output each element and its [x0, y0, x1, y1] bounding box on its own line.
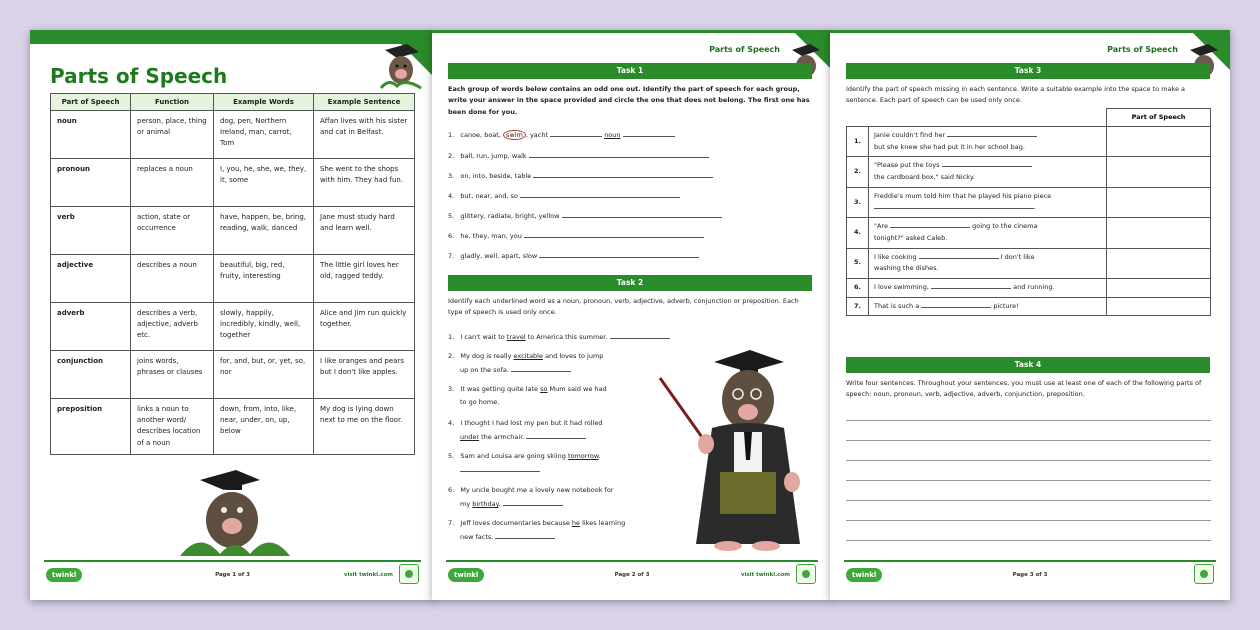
- task2-item: [448, 519, 625, 527]
- answer-blank[interactable]: [529, 151, 709, 158]
- item-text: likes learning: [580, 519, 626, 527]
- header-title: Parts of Speech: [1107, 45, 1178, 54]
- sentence-text: .: [1034, 203, 1037, 212]
- item-text: gladly, well, apart, slow: [460, 252, 538, 260]
- table-row: [51, 111, 415, 159]
- answer-blank[interactable]: [495, 532, 555, 539]
- row-number: 1.: [847, 127, 869, 157]
- item-number: 6.: [448, 232, 455, 240]
- example-answer: noun: [604, 131, 621, 139]
- task2-item: [448, 352, 603, 360]
- table-row: [847, 127, 1211, 157]
- table-row: [51, 303, 415, 351]
- item-text: the armchair.: [479, 433, 525, 441]
- task4-instructions: Write four sentences. Throughout your sentences, you must use at least one of each of the following parts of speech: noun, pronoun, verb, adjective, adverb, conjunction, preposition.: [846, 379, 1202, 399]
- table-cell: joins words, phrases or clauses: [131, 351, 214, 399]
- sentence-text: the cardboard box," said Nicky.: [874, 173, 975, 182]
- item-text: on, into, beside, table: [460, 172, 532, 180]
- table-cell: describes a verb, adjective, adverb etc.: [131, 303, 214, 351]
- top-bar: [830, 30, 1230, 33]
- item-number: 4.: [448, 419, 455, 427]
- item-number: 3.: [448, 172, 455, 180]
- column-header: Example Words: [214, 94, 314, 111]
- item-number: 1.: [448, 131, 455, 139]
- page-footer: [446, 560, 818, 586]
- task2-heading: Task 2: [448, 275, 812, 291]
- answer-blank[interactable]: [919, 252, 999, 259]
- table-row: [51, 399, 415, 455]
- sentence-text: and running.: [1013, 282, 1055, 291]
- answer-blank[interactable]: [460, 465, 540, 472]
- table-cell: person, place, thing or animal: [131, 111, 214, 159]
- answer-blank[interactable]: [623, 130, 675, 137]
- item-text: glittery, radiate, bright, yellow: [460, 212, 560, 220]
- table-cell: pronoun: [51, 159, 131, 207]
- item-number: 2.: [448, 152, 455, 160]
- task2-item-line2: [460, 432, 586, 441]
- answer-blank[interactable]: [947, 130, 1037, 137]
- task4-heading: Task 4: [846, 357, 1210, 373]
- item-text: canoe, boat,: [460, 131, 503, 139]
- page-footer: [44, 560, 421, 586]
- task1-item: [448, 151, 709, 160]
- page-number: Page 1 of 3: [215, 572, 250, 578]
- answer-blank[interactable]: [524, 231, 704, 238]
- twinkl-logo: twinkl: [448, 568, 484, 582]
- item-text: Mum said we had: [547, 385, 607, 393]
- item-text: ball, run, jump, walk: [460, 152, 527, 160]
- table-row: [847, 278, 1211, 297]
- part-of-speech-answer[interactable]: [1107, 297, 1211, 316]
- table-cell: adjective: [51, 255, 131, 303]
- task1-instructions: Each group of words below contains an odd one out. Identify the part of speech for each group, write your answer in the space provided and circle the one that does not belong. The first one has been done for you.: [448, 85, 810, 116]
- visit-link: visit twinkl.com: [740, 572, 790, 578]
- sentence-text: I don't like: [1000, 252, 1035, 261]
- item-number: 5.: [448, 452, 455, 460]
- table-cell: replaces a noun: [131, 159, 214, 207]
- item-text: to America this summer.: [525, 333, 608, 341]
- twinkl-logo: twinkl: [46, 568, 82, 582]
- part-of-speech-answer[interactable]: [1107, 157, 1211, 187]
- task1-item: [448, 251, 699, 260]
- answer-blank[interactable]: [890, 221, 970, 228]
- table-cell: Alice and Jim run quickly together.: [314, 303, 415, 351]
- answer-blank[interactable]: [562, 211, 722, 218]
- underlined-word: so: [540, 385, 548, 393]
- task2-item: [448, 486, 613, 494]
- task1-item: [448, 130, 675, 139]
- answer-blank[interactable]: [526, 432, 586, 439]
- part-of-speech-answer[interactable]: [1107, 218, 1211, 248]
- table-cell: for, and, but, or, yet, so, nor: [214, 351, 314, 399]
- task3-table: [846, 126, 1211, 316]
- quality-badge-icon: [796, 564, 816, 584]
- sentence-text: but she knew she had put it in her school bag.: [874, 142, 1025, 151]
- item-number: 7.: [448, 252, 455, 260]
- table-row: [51, 255, 415, 303]
- writing-line[interactable]: [846, 540, 1211, 541]
- task2-item: [448, 385, 607, 393]
- task2-item: [448, 452, 601, 460]
- table-cell: I, you, he, she, we, they, it, some: [214, 159, 314, 207]
- worksheet-page-1: [30, 30, 435, 600]
- table-row: [847, 218, 1211, 248]
- sentence-text: picture!: [993, 301, 1019, 310]
- item-text: and loves to jump: [543, 352, 604, 360]
- part-of-speech-column-header: Part of Speech: [1106, 108, 1211, 126]
- task2-instructions: [448, 296, 812, 319]
- answer-blank[interactable]: [550, 130, 602, 137]
- item-text: , yacht: [525, 131, 549, 139]
- item-number: 2.: [448, 352, 455, 360]
- table-cell: verb: [51, 207, 131, 255]
- sentence-cell: [869, 218, 1107, 248]
- table-header-row: [51, 94, 415, 111]
- answer-blank[interactable]: [874, 202, 1037, 212]
- task2-item-line2: [460, 499, 563, 508]
- task2-instructions-text: Identify each underlined word as a noun, pronoun, verb, adjective, adverb, conjunction or preposition. Each type of speech is used only once.: [448, 297, 799, 317]
- table-row: [847, 248, 1211, 278]
- page-number: Page 2 of 3: [614, 572, 650, 578]
- sentence-cell: [869, 278, 1107, 297]
- task1-item: [448, 231, 704, 240]
- part-of-speech-answer[interactable]: [1107, 278, 1211, 297]
- part-of-speech-answer[interactable]: [1107, 187, 1211, 217]
- task3-heading: Task 3: [846, 63, 1210, 79]
- answer-blank[interactable]: [511, 365, 571, 372]
- mole-illustration-icon: [180, 470, 290, 560]
- part-of-speech-answer[interactable]: [1107, 248, 1211, 278]
- sentence-cell: [869, 157, 1107, 187]
- table-row: [51, 351, 415, 399]
- item-text: My dog is really: [460, 352, 514, 360]
- task2-item: [448, 332, 670, 341]
- task2-item: [448, 419, 602, 427]
- sentence-text: going to the cinema: [972, 222, 1038, 231]
- worksheet-page-2: [432, 30, 832, 600]
- sentence-text: washing the dishes.: [874, 264, 939, 273]
- sentence-text: I love swimming,: [874, 282, 929, 291]
- column-header: Example Sentence: [314, 94, 415, 111]
- table-cell: I like oranges and pears but I don't like apples.: [314, 351, 415, 399]
- answer-blank[interactable]: [942, 160, 1032, 167]
- table-row: [51, 207, 415, 255]
- twinkl-logo: twinkl: [846, 568, 882, 582]
- worksheet-page-3: [830, 30, 1230, 600]
- table-row: [51, 159, 415, 207]
- writing-line[interactable]: [846, 440, 1211, 441]
- parts-of-speech-table: [50, 93, 415, 455]
- table-cell: dog, pen, Northern Ireland, man, carrot, Tom: [214, 111, 314, 159]
- table-cell: beautiful, big, red, fruity, interesting: [214, 255, 314, 303]
- mole-professor-illustration-icon: [654, 348, 824, 553]
- item-text: .: [598, 452, 601, 460]
- item-text: .: [498, 500, 501, 508]
- item-text: Jeff loves documentaries because: [460, 519, 572, 527]
- answer-blank[interactable]: [931, 282, 1011, 289]
- table-cell: She went to the shops with him. They had fun.: [314, 159, 415, 207]
- column-header: Function: [131, 94, 214, 111]
- sentence-text: "Are: [874, 222, 888, 231]
- quality-badge-icon: [399, 564, 419, 584]
- table-cell: action, state or occurrence: [131, 207, 214, 255]
- table-cell: Affan lives with his sister and cat in Belfast.: [314, 111, 415, 159]
- answer-blank[interactable]: [520, 191, 680, 198]
- row-number: 4.: [847, 218, 869, 248]
- row-number: 6.: [847, 278, 869, 297]
- table-cell: links a noun to another word/ describes location of a noun: [131, 399, 214, 455]
- table-row: [847, 157, 1211, 187]
- mole-mascot-icon: [377, 40, 425, 92]
- item-number: 5.: [448, 212, 455, 220]
- answer-blank[interactable]: [921, 301, 991, 308]
- sentence-cell: [869, 187, 1107, 217]
- underlined-word: excitable: [513, 352, 543, 360]
- row-number: 7.: [847, 297, 869, 316]
- item-number: 7.: [448, 519, 455, 527]
- task2-item-line2: [460, 398, 499, 406]
- item-number: 1.: [448, 333, 455, 341]
- writing-line[interactable]: [846, 420, 1211, 421]
- table-cell: have, happen, be, bring, reading, walk, danced: [214, 207, 314, 255]
- quality-badge-icon: [1194, 564, 1214, 584]
- writing-line[interactable]: [846, 460, 1211, 461]
- underlined-word: tomorrow: [567, 452, 599, 460]
- item-text: My uncle bought me a lovely new notebook for: [460, 486, 614, 494]
- table-row: [847, 297, 1211, 316]
- table-row: [847, 187, 1211, 217]
- item-text: I thought I had lost my pen but it had rolled: [460, 419, 603, 427]
- task1-item: [448, 191, 680, 200]
- item-number: 3.: [448, 385, 455, 393]
- sentence-text: tonight?" asked Caleb.: [874, 233, 948, 242]
- table-cell: conjunction: [51, 351, 131, 399]
- task2-item-line2: [460, 532, 555, 541]
- task1-item: [448, 211, 722, 220]
- table-cell: preposition: [51, 399, 131, 455]
- sentence-cell: [869, 127, 1107, 157]
- part-of-speech-answer[interactable]: [1107, 127, 1211, 157]
- item-text: up on the sofa.: [460, 366, 509, 374]
- item-text: to go home.: [460, 398, 500, 406]
- top-bar: [432, 30, 832, 33]
- sentence-text: That is such a: [874, 301, 920, 310]
- table-cell: The little girl loves her old, ragged teddy.: [314, 255, 415, 303]
- row-number: 5.: [847, 248, 869, 278]
- column-header: Part of Speech: [51, 94, 131, 111]
- page-footer: [844, 560, 1216, 586]
- page-number: Page 3 of 3: [1012, 572, 1048, 578]
- table-cell: adverb: [51, 303, 131, 351]
- circled-word: swim: [503, 130, 526, 140]
- page-title: Parts of Speech: [50, 64, 228, 88]
- writing-line[interactable]: [846, 480, 1211, 481]
- row-number: 2.: [847, 157, 869, 187]
- table-cell: Jane must study hard and learn well.: [314, 207, 415, 255]
- task1-heading: Task 1: [448, 63, 812, 79]
- item-text: Sam and Louisa are going skiing: [460, 452, 568, 460]
- answer-blank[interactable]: [533, 171, 713, 178]
- writing-line[interactable]: [846, 500, 1211, 501]
- answer-blank[interactable]: [539, 251, 699, 258]
- table-cell: down, from, into, like, near, under, on, up, below: [214, 399, 314, 455]
- table-cell: describes a noun: [131, 255, 214, 303]
- table-cell: slowly, happily, incredibly, kindly, well, together: [214, 303, 314, 351]
- task2-item-line2: [460, 365, 571, 374]
- answer-blank[interactable]: [503, 499, 563, 506]
- top-bar: [30, 30, 435, 44]
- sentence-cell: [869, 297, 1107, 316]
- item-text: my: [460, 500, 473, 508]
- table-cell: My dog is lying down next to me on the floor.: [314, 399, 415, 455]
- sentence-text: "Please put the toys: [874, 161, 940, 170]
- sentence-text: I like cooking: [874, 252, 917, 261]
- item-text: new facts.: [460, 533, 494, 541]
- underlined-word: he: [571, 519, 581, 527]
- underlined-word: birthday: [472, 500, 499, 508]
- item-text: I can't wait to: [460, 333, 507, 341]
- table-cell: noun: [51, 111, 131, 159]
- sentence-cell: [869, 248, 1107, 278]
- task3-instructions: Identify the part of speech missing in each sentence. Write a suitable example into the space to make a sentence. Each part of speech can be used only once.: [846, 85, 1186, 105]
- task2-item-line2: [460, 465, 540, 474]
- item-text: It was getting quite late: [460, 385, 541, 393]
- header-title: Parts of Speech: [709, 45, 780, 54]
- item-number: 6.: [448, 486, 455, 494]
- underlined-word: travel: [506, 333, 526, 341]
- answer-blank[interactable]: [610, 332, 670, 339]
- sentence-text: Janie couldn't find her: [874, 131, 946, 139]
- row-number: 3.: [847, 187, 869, 217]
- task1-item: [448, 171, 713, 180]
- item-text: he, they, man, you: [460, 232, 522, 240]
- writing-line[interactable]: [846, 520, 1211, 521]
- underlined-word: under: [460, 433, 480, 441]
- item-text: but, near, and, so: [460, 192, 518, 200]
- sentence-text: Freddie's mum told him that he played his piano piece: [874, 191, 1052, 200]
- item-number: 4.: [448, 192, 455, 200]
- visit-link: visit twinkl.com: [343, 572, 393, 578]
